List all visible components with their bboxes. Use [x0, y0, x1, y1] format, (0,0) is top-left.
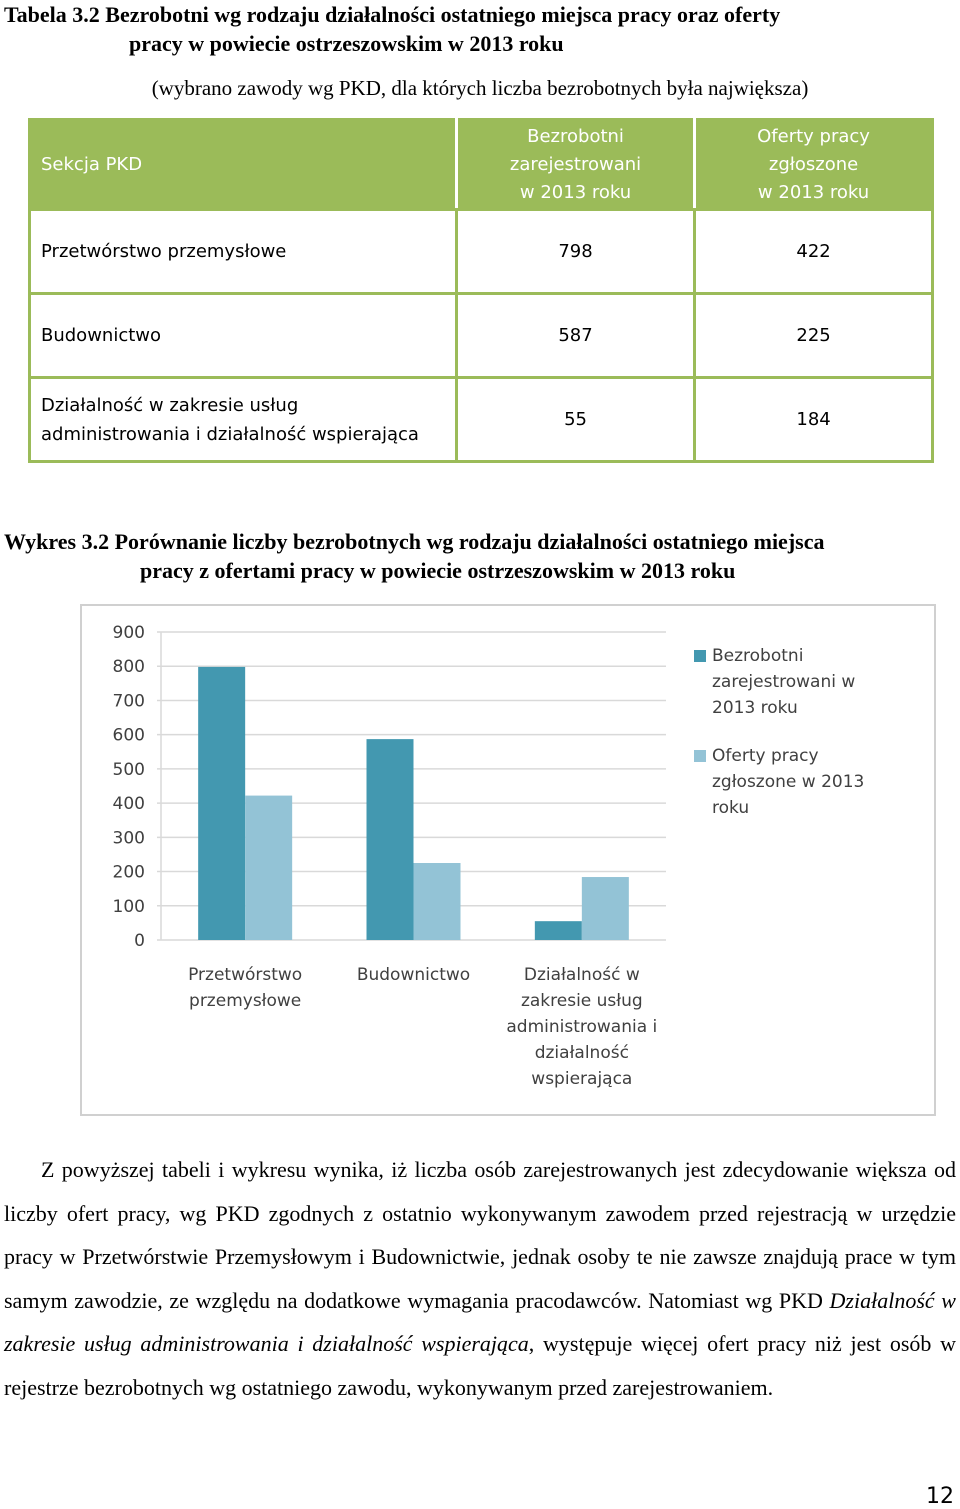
legend-swatch [694, 650, 706, 662]
bar [582, 877, 629, 940]
y-tick-label: 600 [112, 725, 145, 746]
row-label [30, 378, 457, 462]
y-tick-label: 800 [112, 657, 145, 678]
table-row [30, 378, 933, 462]
page-number: 12 [926, 1484, 954, 1509]
y-tick-label: 700 [112, 691, 145, 712]
table-title [4, 0, 958, 58]
chart-frame [80, 604, 936, 1116]
bar [198, 667, 245, 940]
bar [367, 739, 414, 940]
y-tick-label: 0 [134, 931, 145, 951]
x-tick-label: zakresie usług [520, 991, 643, 1011]
x-tick-label: wspierająca [531, 1069, 633, 1089]
x-tick-label: Przetwórstwo [188, 965, 303, 985]
row-offers: 225 [695, 294, 933, 378]
y-tick-label: 400 [112, 794, 145, 815]
table-title-line1: Tabela 3.2 Bezrobotni wg rodzaju działalności ostatniego miejsca pracy oraz oferty [4, 2, 781, 27]
bar [535, 921, 582, 940]
table-row [30, 294, 933, 378]
body-text-italic: Działalność w zakresie usług administrowania i działalność wspierająca [4, 1287, 956, 1357]
table-row [30, 210, 933, 294]
x-tick-label: Budownictwo [356, 965, 471, 985]
header-bezrobotni-line: w 2013 roku [519, 181, 632, 203]
row-offers: 422 [695, 210, 933, 294]
row-label-line: administrowania i działalność wspierająca [41, 423, 419, 445]
row-unemployed: 587 [456, 294, 694, 378]
y-tick-label: 100 [112, 896, 145, 917]
x-tick-label: administrowania i [506, 1017, 658, 1037]
y-tick-label: 300 [112, 828, 145, 849]
legend-swatch [694, 750, 706, 762]
y-tick-label: 200 [112, 862, 145, 883]
header-oferty-line: Oferty pracy [757, 125, 870, 147]
legend-label: 2013 roku [712, 698, 798, 718]
row-label: Przetwórstwo przemysłowe [30, 210, 457, 294]
body-text-part: Z powyższej tabeli i wykresu wynika, iż liczba osób zarejestrowanych jest zdecydowanie większa od liczby ofert pracy, wg PKD zgodnych z ostatnio wykonywanym zawodem przed rejestracją w urzędzie pracy w Przetwórstwie Przemysłowym i Budownictwie, jednak osoby te nie zawsze znajdują prace w tym samym zawodzie, ze względu na dodatkowe wymagania pracodawców. Natomiast wg PKD [4, 1157, 956, 1313]
bar [414, 863, 461, 940]
legend-label: zarejestrowani w [712, 672, 856, 692]
row-label-line: Działalność w zakresie usług [41, 394, 299, 416]
x-tick-label: przemysłowe [189, 991, 302, 1011]
table-title-line2: pracy w powiecie ostrzeszowskim w 2013 roku [129, 31, 564, 56]
x-tick-label: Działalność w [523, 965, 640, 985]
legend-label: Bezrobotni [712, 646, 804, 666]
body-text-part: , występuje więcej ofert pracy niż jest osób w rejestrze bezrobotnych wg ostatniego zawodu, wykonywanym przed zarejestrowaniem. [4, 1331, 956, 1400]
x-tick-label: działalność [534, 1043, 629, 1063]
table-header-row [30, 120, 933, 210]
header-sekcja-pkd: Sekcja PKD [30, 120, 457, 210]
row-unemployed: 55 [456, 378, 694, 462]
bar-chart [82, 606, 934, 1114]
pkd-table [28, 118, 934, 463]
bar [245, 796, 292, 940]
table-subtitle: (wybrano zawody wg PKD, dla których liczba bezrobotnych była największa) [151, 76, 809, 100]
row-unemployed: 798 [456, 210, 694, 294]
y-tick-label: 900 [112, 623, 145, 643]
chart-title [4, 527, 958, 585]
header-oferty-line: zgłoszone [768, 153, 859, 175]
y-tick-label: 500 [112, 759, 145, 780]
header-oferty-line: w 2013 roku [757, 181, 870, 203]
row-label: Budownictwo [30, 294, 457, 378]
legend-label: zgłoszone w 2013 [712, 772, 865, 792]
chart-title-line1: Wykres 3.2 Porównanie liczby bezrobotnych wg rodzaju działalności ostatniego miejsca [4, 529, 825, 554]
body-text [4, 1148, 956, 1410]
header-oferty [695, 120, 933, 210]
chart-title-line2: pracy z ofertami pracy w powiecie ostrzeszowskim w 2013 roku [140, 558, 736, 583]
body-paragraph [4, 1148, 956, 1410]
header-bezrobotni-line: Bezrobotni [527, 125, 624, 147]
header-bezrobotni-line: zarejestrowani [509, 153, 642, 175]
legend-label: roku [712, 798, 750, 818]
row-offers: 184 [695, 378, 933, 462]
header-bezrobotni [456, 120, 694, 210]
legend-label: Oferty pracy [712, 746, 819, 766]
